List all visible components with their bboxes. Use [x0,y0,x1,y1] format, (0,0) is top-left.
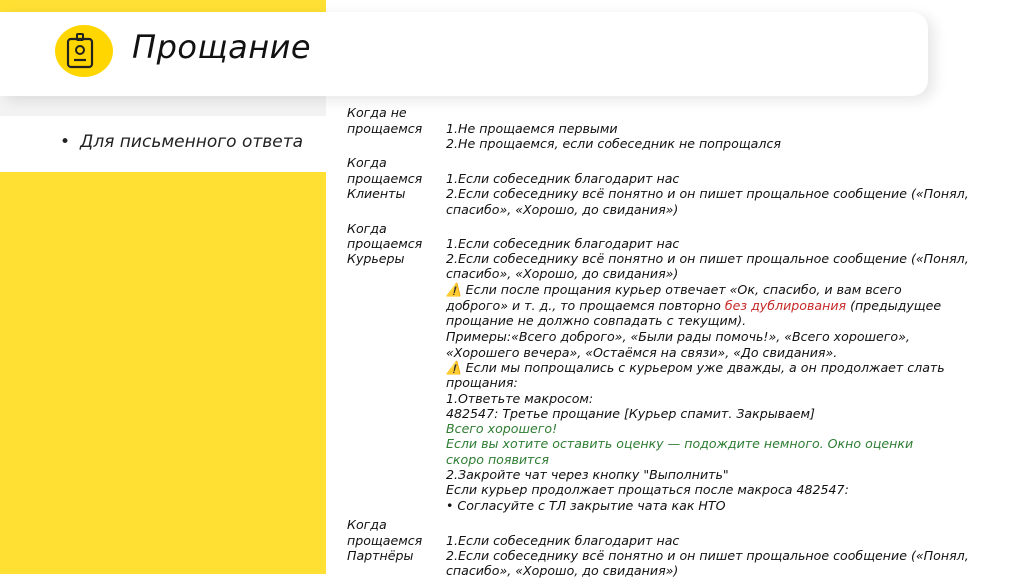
warning-1b [446,298,941,313]
rule-clients-1: 1.Если собеседник благодарит нас [446,171,680,186]
page-title: Прощание [132,28,312,66]
rule-couriers-2a: 2.Если собеседнику всё понятно и он пишет прощальное сообщение («Понял, [446,251,969,266]
macro-text: 482547: Третье прощание [Курьер спамит. Закрываем] [446,406,815,421]
rule-partners-2a: 2.Если собеседнику всё понятно и он пишет прощальное сообщение («Понял, [446,548,969,563]
macro-green-2a: Если вы хотите оставить оценку — подождите немного. Окно оценки [446,436,914,451]
title-shadow [0,96,326,116]
label-partners-2: прощаемся [347,533,423,548]
label-when-not-2: прощаемся [347,121,423,136]
warning-1a: ⚠️ Если после прощания курьер отвечает «Ок, спасибо, и вам всего [446,282,902,297]
warning-1b-pre: доброго» и т. д., то прощаемся повторно [446,298,725,313]
rule-couriers-2b: спасибо», «Хорошо, до свидания») [446,266,679,281]
rule-when-not-2: 2.Не прощаемся, если собеседник не попрощался [446,136,781,151]
rule-partners-2b: спасибо», «Хорошо, до свидания») [446,563,679,578]
macro-green-1: Всего хорошего! [446,421,558,436]
rule-clients-2a: 2.Если собеседнику всё понятно и он пишет прощальное сообщение («Понял, [446,186,969,201]
id-badge-icon [64,33,96,69]
label-couriers-1: Когда [347,221,387,236]
step-1: 1.Ответьте макросом: [446,391,594,406]
label-clients-2: прощаемся [347,171,423,186]
yellow-side-panel [0,172,326,574]
warning-1c: прощание не должно совпадать с текущим). [446,313,747,328]
rule-couriers-1: 1.Если собеседник благодарит нас [446,236,680,251]
warning-2a: ⚠️ Если мы попрощались с курьером уже дважды, а он продолжает слать [446,360,945,375]
no-duplication-highlight: без дублирования [724,298,847,313]
bullet-dot: • [60,132,71,152]
sidebar-bullet-item [60,132,303,152]
examples-b: «Хорошего вечера», «Остаёмся на связи», «До свидания». [446,345,838,360]
label-partners-3: Партнёры [347,548,414,563]
rule-partners-1: 1.Если собеседник благодарит нас [446,533,680,548]
label-couriers-2: прощаемся [347,236,423,251]
label-partners-1: Когда [347,517,387,532]
rule-clients-2b: спасибо», «Хорошо, до свидания») [446,202,679,217]
yellow-top-strip [0,0,326,12]
rule-when-not-1: 1.Не прощаемся первыми [446,121,618,136]
agree-tl: • Согласуйте с ТЛ закрытие чата как НТО [446,498,726,513]
macro-green-2b: скоро появится [446,452,549,467]
label-when-not-1: Когда не [347,105,407,120]
warning-1b-post: (предыдущее [846,298,942,313]
label-clients-3: Клиенты [347,186,406,201]
sidebar-item-label: Для письменного ответа [80,132,304,152]
label-couriers-3: Курьеры [347,251,405,266]
step-2: 2.Закройте чат через кнопку "Выполнить" [446,467,729,482]
examples-a: Примеры:«Всего доброго», «Были рады помочь!», «Всего хорошего», [446,329,910,344]
warning-2b: прощания: [446,375,518,390]
label-clients-1: Когда [347,155,387,170]
after-macro: Если курьер продолжает прощаться после макроса 482547: [446,482,849,497]
